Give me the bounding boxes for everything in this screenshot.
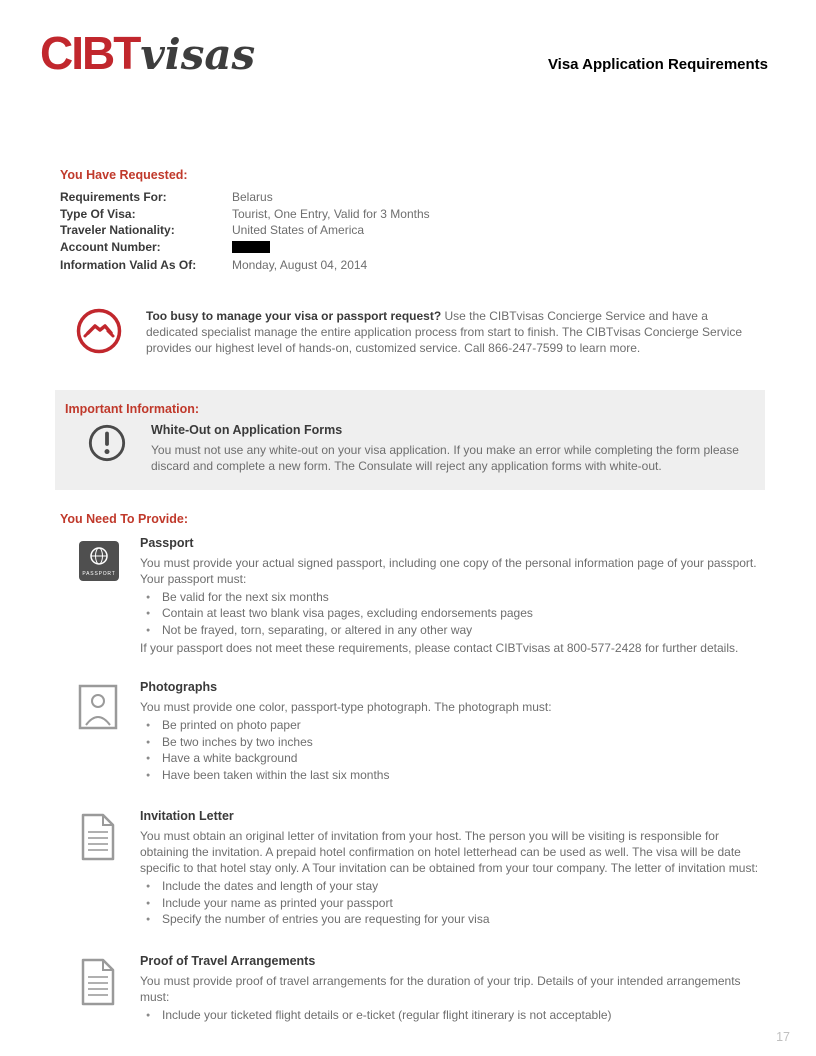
row-value: Belarus (232, 190, 273, 204)
requested-row (60, 206, 766, 223)
passport-text (140, 536, 766, 657)
concierge-body: Use the CIBTvisas Concierge Service and have a dedicated specialist manage the entire application process from start to finish. The CIBTvisas Concierge Service provides our highest level of hands-on, customized service. Call 866-247-7599 to learn more. (146, 308, 743, 355)
row-label: Type Of Visa: (60, 206, 136, 221)
page-number: 17 (776, 1030, 790, 1044)
document-icon (60, 954, 140, 1006)
photographs-intro: You must provide one color, passport-type photograph. The photograph must: (140, 700, 552, 714)
concierge-lead: Too busy to manage your visa or passport request? (146, 308, 442, 323)
photographs-section (60, 680, 766, 785)
bullet-item: ● Include your name as printed your passport (146, 895, 766, 912)
proof-of-travel-intro: You must provide proof of travel arrangements for the duration of your trip. Details of your intended arrangements must: (140, 973, 741, 1004)
important-information-heading: Important Information: (65, 401, 200, 416)
photographs-title: Photographs (140, 680, 218, 694)
important-information-text (151, 423, 751, 474)
requested-row (60, 239, 766, 258)
bullet-item: ● Not be frayed, torn, separating, or altered in any other way (146, 622, 766, 639)
proof-of-travel-text (140, 954, 766, 1026)
important-title: White-Out on Application Forms (151, 422, 343, 437)
passport-outro: If your passport does not meet these requirements, please contact CIBTvisas at 800-577-2428 for further details. (140, 641, 739, 655)
person-photo-icon (60, 680, 140, 730)
invitation-letter-intro: You must obtain an original letter of invitation from your host. The person you will be visiting is responsible for obtaining the invitation. A prepaid hotel confirmation on hotel letterhead can be used as well. The visa will be date specific to that hotel stay only. A Tour invitation can be obtained from your tour company. The letter of invitation must: (140, 829, 759, 875)
invitation-letter-text (140, 809, 766, 930)
passport-intro: You must provide your actual signed passport, including one copy of the personal information page of your passport. Your passport must: (140, 555, 757, 586)
logo-visas-text: visas (140, 30, 256, 79)
account-number-redacted (232, 241, 270, 253)
document-icon (60, 809, 140, 861)
bullet-item: ● Specify the number of entries you are requesting for your visa (146, 911, 766, 928)
you-need-to-provide-section (60, 512, 766, 1026)
exclamation-icon (87, 423, 127, 463)
concierge-callout (60, 308, 766, 356)
row-value: Tourist, One Entry, Valid for 3 Months (232, 206, 430, 221)
row-label: Information Valid As Of: (60, 258, 197, 272)
svg-text:PASSPORT: PASSPORT (82, 570, 116, 577)
passport-bullets (146, 589, 766, 639)
bullet-item: ● Include your ticketed flight details or e-ticket (regular flight itinerary is not acceptable) (146, 1007, 766, 1024)
you-have-requested-heading: You Have Requested: (60, 168, 188, 182)
you-need-to-provide-heading: You Need To Provide: (60, 511, 189, 526)
header (0, 0, 816, 82)
photographs-bullets (146, 717, 766, 783)
bullet-item: ● Be printed on photo paper (146, 717, 766, 734)
requested-row (60, 222, 766, 239)
row-label: Requirements For: (60, 190, 167, 204)
requested-row (60, 257, 766, 274)
photographs-text (140, 680, 766, 785)
you-have-requested-section (60, 168, 766, 274)
concierge-text (146, 308, 751, 356)
row-value: United States of America (232, 223, 365, 237)
passport-icon (60, 536, 140, 582)
requested-row (60, 189, 766, 206)
passport-title: Passport (140, 535, 194, 550)
row-label: Traveler Nationality: (60, 223, 175, 237)
important-information-box (55, 390, 765, 490)
bullet-item: ● Have a white background (146, 750, 766, 767)
invitation-letter-section (60, 809, 766, 930)
logo-cibt-text: CIBT (40, 27, 140, 79)
bullet-item: ● Contain at least two blank visa pages, excluding endorsements pages (146, 605, 766, 622)
invitation-letter-bullets (146, 878, 766, 928)
page-title: Visa Application Requirements (547, 56, 768, 73)
bullet-item: ● Have been taken within the last six months (146, 767, 766, 784)
row-value: Monday, August 04, 2014 (232, 258, 368, 272)
invitation-letter-title: Invitation Letter (140, 809, 234, 823)
bullet-item: ● Be two inches by two inches (146, 734, 766, 751)
proof-of-travel-bullets (146, 1007, 766, 1024)
handshake-icon (76, 308, 122, 354)
proof-of-travel-section (60, 954, 766, 1026)
row-value (232, 239, 270, 258)
cibtvisas-logo (40, 27, 256, 79)
important-body-text: You must not use any white-out on your visa application. If you make an error while completing the form please discard and complete a new form. The Consulate will reject any application forms with white-out. (151, 442, 739, 473)
passport-section (60, 536, 766, 657)
bullet-item: ● Be valid for the next six months (146, 589, 766, 606)
proof-of-travel-title: Proof of Travel Arrangements (140, 953, 316, 968)
bullet-item: ● Include the dates and length of your stay (146, 878, 766, 895)
row-label: Account Number: (60, 239, 161, 254)
important-information-body (65, 423, 751, 474)
